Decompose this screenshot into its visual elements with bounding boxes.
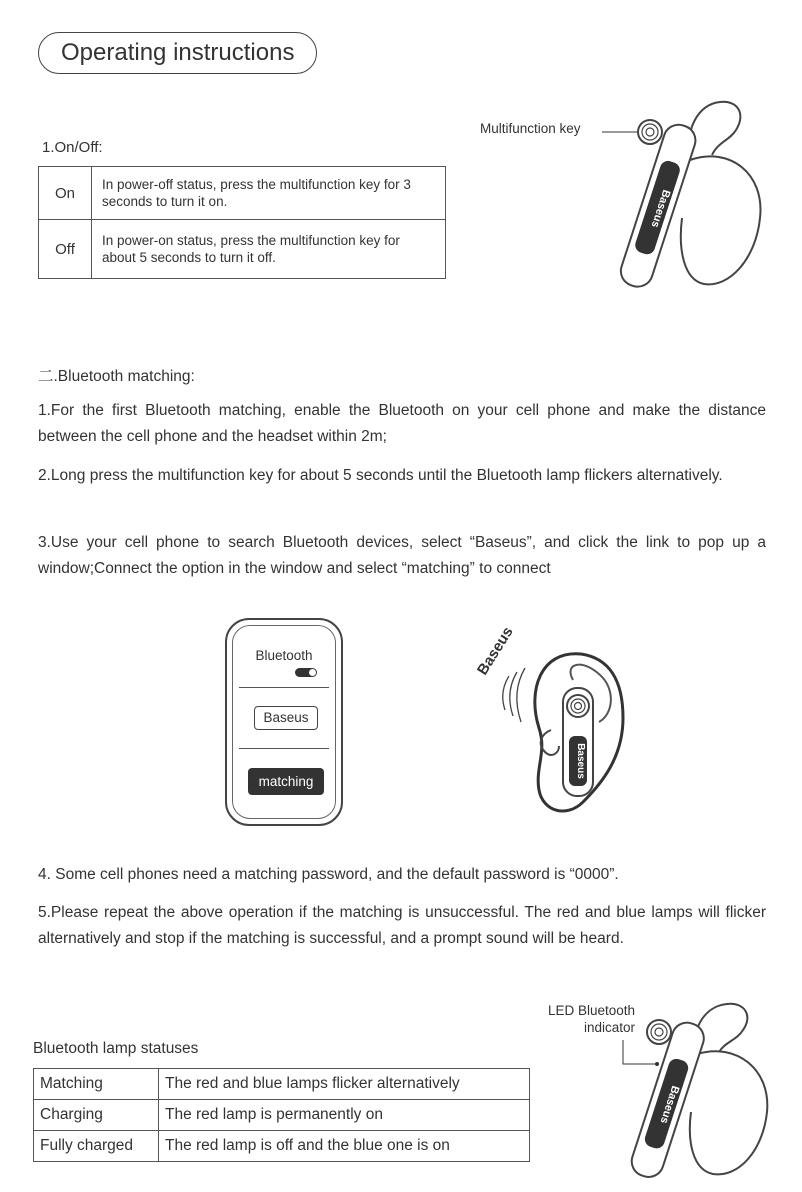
table-row: [34, 1100, 530, 1131]
step-3: 3.Use your cell phone to search Bluetooth devices, select “Baseus”, and click the link to pop up a window;Connect the option in the window and select “matching” to connect: [38, 534, 766, 577]
onoff-value-off: In power-on status, press the multifunction key for about 5 seconds to turn it off.: [92, 220, 446, 279]
bluetooth-matching-heading: 二.Bluetooth matching:: [38, 368, 195, 385]
table-row: [39, 220, 446, 279]
signal-waves-icon: [503, 668, 525, 722]
matching-button: matching: [248, 768, 324, 795]
baseus-signal-text: Baseus: [473, 623, 517, 679]
multifunction-key-icon: [647, 1020, 671, 1044]
phone-bluetooth-label: Bluetooth: [255, 648, 313, 663]
onoff-value-on: In power-off status, press the multifunction key for 3 seconds to turn it on.: [92, 167, 446, 220]
lamp-value: The red lamp is permanently on: [159, 1100, 530, 1131]
earbud-brand-text: Baseus: [648, 188, 673, 230]
led-indicator-callout: LED Bluetooth indicator: [547, 1003, 635, 1035]
ear-earbud-illustration: [455, 618, 640, 838]
page-title: Operating instructions: [38, 32, 317, 74]
multifunction-key-icon: [638, 120, 662, 144]
lamp-key: Fully charged: [34, 1131, 159, 1162]
step-4: 4. Some cell phones need a matching password, and the default password is “0000”.: [38, 866, 619, 883]
earbud-brand-text: Baseus: [657, 1084, 682, 1126]
onoff-key-off: Off: [39, 220, 92, 279]
lamp-value: The red and blue lamps flicker alternatively: [159, 1069, 530, 1100]
divider: [239, 748, 329, 749]
onoff-table: [38, 166, 446, 279]
onoff-heading: 1.On/Off:: [42, 139, 103, 156]
lamp-key: Matching: [34, 1069, 159, 1100]
multifunction-key-callout: Multifunction key: [480, 121, 581, 136]
led-indicator-icon: [655, 1062, 659, 1066]
multifunction-key-icon: [567, 695, 589, 717]
lamp-value: The red lamp is off and the blue one is on: [159, 1131, 530, 1162]
lamp-statuses-heading: Bluetooth lamp statuses: [33, 1040, 199, 1057]
step-2: 2.Long press the multifunction key for about 5 seconds until the Bluetooth lamp flickers alternatively.: [38, 467, 723, 484]
table-row: [34, 1069, 530, 1100]
step-5: 5.Please repeat the above operation if the matching is unsuccessful. The red and blue lamps will flicker alternatively and stop if the matching is successful, and a prompt sound will be heard.: [38, 904, 766, 947]
phone-illustration: [225, 618, 343, 826]
table-row: [34, 1131, 530, 1162]
earbud-brand-text: Baseus: [575, 743, 586, 779]
step-1: 1.For the first Bluetooth matching, enable the Bluetooth on your cell phone and make the distance between the cell phone and the headset within 2m;: [38, 402, 766, 445]
earbud-illustration-top: [580, 100, 770, 300]
lamp-status-table: [33, 1068, 530, 1162]
bluetooth-toggle: [295, 668, 317, 677]
earbud-illustration-bottom: [595, 1000, 775, 1190]
onoff-key-on: On: [39, 167, 92, 220]
divider: [239, 687, 329, 688]
lamp-key: Charging: [34, 1100, 159, 1131]
table-row: [39, 167, 446, 220]
device-item-baseus: Baseus: [254, 706, 318, 730]
